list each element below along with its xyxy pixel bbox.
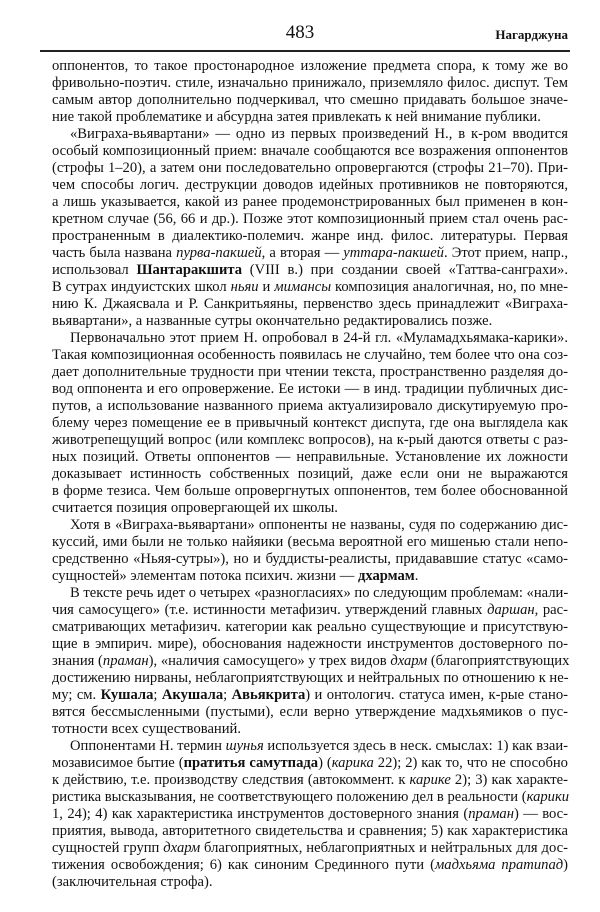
text-line (52, 551, 568, 568)
text-run: ние такой проблематике и абсурдна затея привлекать к ней внимание публики. (52, 109, 541, 125)
text-line (52, 381, 568, 398)
text-run: доказывает истинность собственных позиций, даже если они не выражаются (52, 466, 568, 482)
paragraph (52, 126, 568, 330)
text-line (52, 313, 568, 330)
text-run: «Виграха-вьявартани» — одно из первых произведений Н., в к-ром вводится (70, 126, 568, 142)
text-run: ; (153, 687, 162, 703)
text-line (52, 449, 568, 466)
text-line (52, 687, 568, 704)
text-run: животрепещущий вопрос (или комплекс вопросов), на к-рый даются ответы с раз- (52, 432, 568, 448)
text-run: му; см. (52, 687, 101, 703)
text-line (52, 228, 568, 245)
text-run: ) (563, 857, 568, 873)
text-line (52, 619, 568, 636)
text-run: В тексте речь идет о четырех «разногласиях» по следующим проблемам: «нали- (70, 585, 569, 601)
paragraph (52, 58, 568, 126)
text-run: тижения освобождения; 6) как синоним Срединного пути ( (52, 857, 435, 873)
text-run: , а вторая — (261, 245, 344, 261)
text-run: сущностей» элементам потока психич. жизни — (52, 568, 358, 584)
page-number: 483 (285, 22, 315, 43)
text-line (52, 823, 568, 840)
text-run: кретном случае (56, 66 и др.). Позже этот композиционный прием стал очень рас- (52, 211, 568, 227)
italic-term: пурва-пакшей (176, 245, 262, 261)
bold-term: дхармам (357, 568, 415, 584)
text-line (52, 755, 568, 772)
text-run: ) — вос- (513, 806, 568, 822)
text-run: В сутрах индуистских школ (52, 279, 231, 295)
text-line (52, 738, 568, 755)
running-title: Нагарджуна (495, 27, 568, 42)
paragraph (52, 330, 568, 517)
text-run: благоприятных, неблагоприятных и нейтральных для дос- (200, 840, 568, 856)
bold-term: Шантаракшита (136, 262, 243, 278)
text-line (52, 500, 568, 517)
text-line (52, 92, 568, 109)
italic-term: праман (102, 653, 149, 669)
paragraph (52, 517, 568, 585)
text-run: Хотя в «Виграха-вьявартани» оппоненты не названы, судя по содержанию дис- (70, 517, 568, 533)
text-run: использовал (52, 262, 137, 278)
text-run: вод оппонента и его опровержение. Ее истоки — в инд. традиции публичных дис- (52, 381, 568, 397)
text-line (52, 602, 568, 619)
text-run: вьявартани», а названные сутры окончательно редактировались позже. (52, 313, 493, 329)
text-line (52, 415, 568, 432)
text-run: в форме тезиса. Чем больше опровергнутых оппонентов, тем более обоснованной (52, 483, 568, 499)
text-line (52, 347, 568, 364)
paragraph (52, 585, 568, 738)
text-line (52, 262, 568, 279)
text-run: пространенным в диалектико-полемич. жанре инд. филос. литературы. Первая (52, 228, 568, 244)
text-run: считается позиция опровергающей их школы. (52, 500, 338, 516)
header-rule (40, 50, 570, 52)
text-run: ) ( (318, 755, 332, 771)
text-run: тотности всех существований. (52, 721, 241, 737)
text-line (52, 772, 568, 789)
text-line (52, 109, 568, 126)
text-line (52, 143, 568, 160)
text-run: композиция аналогичная, но, по мне- (331, 279, 568, 295)
text-run: (VIII в.) при создании своей «Таттва-санграхи». (242, 262, 568, 278)
text-run: (заключительная строфа). (52, 874, 213, 890)
text-line (52, 211, 568, 228)
text-line (52, 466, 568, 483)
text-line (52, 364, 568, 381)
bold-term: Кушала (100, 687, 154, 703)
text-run: Оппонентами Н. термин (70, 738, 226, 754)
text-run: а лишь указывается, какой из ранее продемонстрированных был применен в кон- (52, 194, 568, 210)
article-body (52, 58, 568, 891)
text-run: . (414, 568, 419, 584)
text-line (52, 296, 568, 313)
text-run: и (258, 279, 275, 295)
text-line (52, 653, 568, 670)
italic-term: шунья (225, 738, 264, 754)
text-run: ) и онтологич. статуса имен, к-рые стано- (305, 687, 568, 703)
text-run: (строфы 1–20), а затем они последовательно опровергаются (строфы 21–70). При- (52, 160, 568, 176)
text-run: 22); 2) как то, что не способно (373, 755, 568, 771)
text-run: приятия, вывода, авторитетного свидетельства и сравнения; 5) как характеристика (52, 823, 568, 839)
text-line (52, 398, 568, 415)
text-run: мозависимое бытие ( (52, 755, 184, 771)
italic-term: уттара-пакшей (343, 245, 444, 261)
bold-term: Акушала (161, 687, 224, 703)
text-line (52, 636, 568, 653)
text-run: чия самосущего» (т.е. истинности метафизич. утверждений главных (52, 602, 488, 618)
text-line (52, 534, 568, 551)
text-line (52, 704, 568, 721)
text-line (52, 806, 568, 823)
text-line (52, 194, 568, 211)
text-run: Первоначально этот прием Н. опробовал в 24-й гл. «Муламадхьямака-карики». (70, 330, 568, 346)
text-run: куссий, ими были не только найяики (весьма вероятной его мишенью стали непо- (52, 534, 568, 550)
text-line (52, 789, 568, 806)
text-run: чем способы логич. деструкции доводов идейных противников не повторяются, (52, 177, 568, 193)
text-line (52, 874, 568, 891)
text-run: 2); 3) как характе- (450, 772, 568, 788)
text-run: знания ( (52, 653, 103, 669)
text-run: дает дополнительные трудности при чтении текста, пространственно разделяя до- (52, 364, 568, 380)
text-run: щие в эмпирич. мире), обоснования надежности инструментов достоверного по- (52, 636, 568, 652)
text-line (52, 432, 568, 449)
bold-term: пратитья самутпада (183, 755, 319, 771)
text-line (52, 126, 568, 143)
text-run: , рас- (534, 602, 568, 618)
text-line (52, 568, 568, 585)
text-run: блему через помещение ее в привычный контекст диспута, где она выглядела как (52, 415, 568, 431)
text-line (52, 721, 568, 738)
text-line (52, 585, 568, 602)
italic-term: мимансы (274, 279, 332, 295)
text-run: часть была названа (52, 245, 177, 261)
italic-term: дхарм (163, 840, 201, 856)
italic-term: карики (526, 789, 570, 805)
text-run: средственно «Ньяя-сутры»), но и буддисты-реалисты, придававшие статус «само- (52, 551, 568, 567)
text-line (52, 857, 568, 874)
text-run: нию К. Джаясвала и Р. Санкритьяяны, первенство здесь принадлежит «Виграха- (52, 296, 568, 312)
text-run: ных позиций. Ответы оппонентов — неправильные. Установление их ложности (52, 449, 568, 465)
text-line (52, 75, 568, 92)
bold-term: Авьякрита (231, 687, 306, 703)
text-line (52, 330, 568, 347)
text-run: используется здесь в неск. смыслах: 1) как взаи- (263, 738, 569, 754)
italic-term: карика (331, 755, 374, 771)
text-line (52, 58, 568, 75)
paragraph (52, 738, 568, 891)
text-line (52, 840, 568, 857)
text-run: ), «наличия самосущего» у трех видов (148, 653, 391, 669)
text-run: достижению нирваны, неблагоприятствующих и нейтральных по отношению к не- (52, 670, 569, 686)
text-line (52, 160, 568, 177)
text-run: фривольно-поэтич. стиле, изначально принижало, приземляло филос. диспут. Тем (52, 75, 568, 91)
italic-term: мадхьяма пратипад (434, 857, 564, 873)
italic-term: даршан (487, 602, 535, 618)
italic-term: дхарм (390, 653, 428, 669)
text-run: сущностей групп (52, 840, 164, 856)
text-run: путов, а использование названного приема актуализировало дискутируемую про- (52, 398, 568, 414)
text-line (52, 279, 568, 296)
text-run: . Этот прием, напр., (443, 245, 569, 261)
text-run: ристика высказывания, не соответствующего положению дел в реальности ( (52, 789, 527, 805)
text-run: самым автор дополнительно подчеркивал, что смешно придавать большое значе- (52, 92, 568, 108)
text-run: 1, 24); 4) как характеристика инструментов достоверного знания ( (52, 806, 469, 822)
text-line (52, 670, 568, 687)
text-run: к действию, т.е. производству следствия (автокоммент. к (52, 772, 410, 788)
italic-term: карике (409, 772, 451, 788)
italic-term: праман (468, 806, 514, 822)
text-line (52, 517, 568, 534)
text-run: Такая композиционная особенность появилась не случайно, тем более что она соз- (52, 347, 568, 363)
text-line (52, 483, 568, 500)
italic-term: ньяи (230, 279, 259, 295)
text-line (52, 245, 568, 262)
text-run: оппонентов, то такое простонародное изложение предмета спора, к тому же во (52, 58, 568, 74)
text-run: вятся бессмысленными (пустыми), если верно утверждение мадхьямиков о пус- (52, 704, 568, 720)
text-run: сматривающих метафизич. категории как реально существующие и присутствую- (52, 619, 568, 635)
text-run: ; (223, 687, 232, 703)
text-line (52, 177, 568, 194)
text-run: особый композиционный прием: вначале сообщаются все возражения оппонентов (52, 143, 568, 159)
text-run: (благоприятствующих (427, 653, 570, 669)
